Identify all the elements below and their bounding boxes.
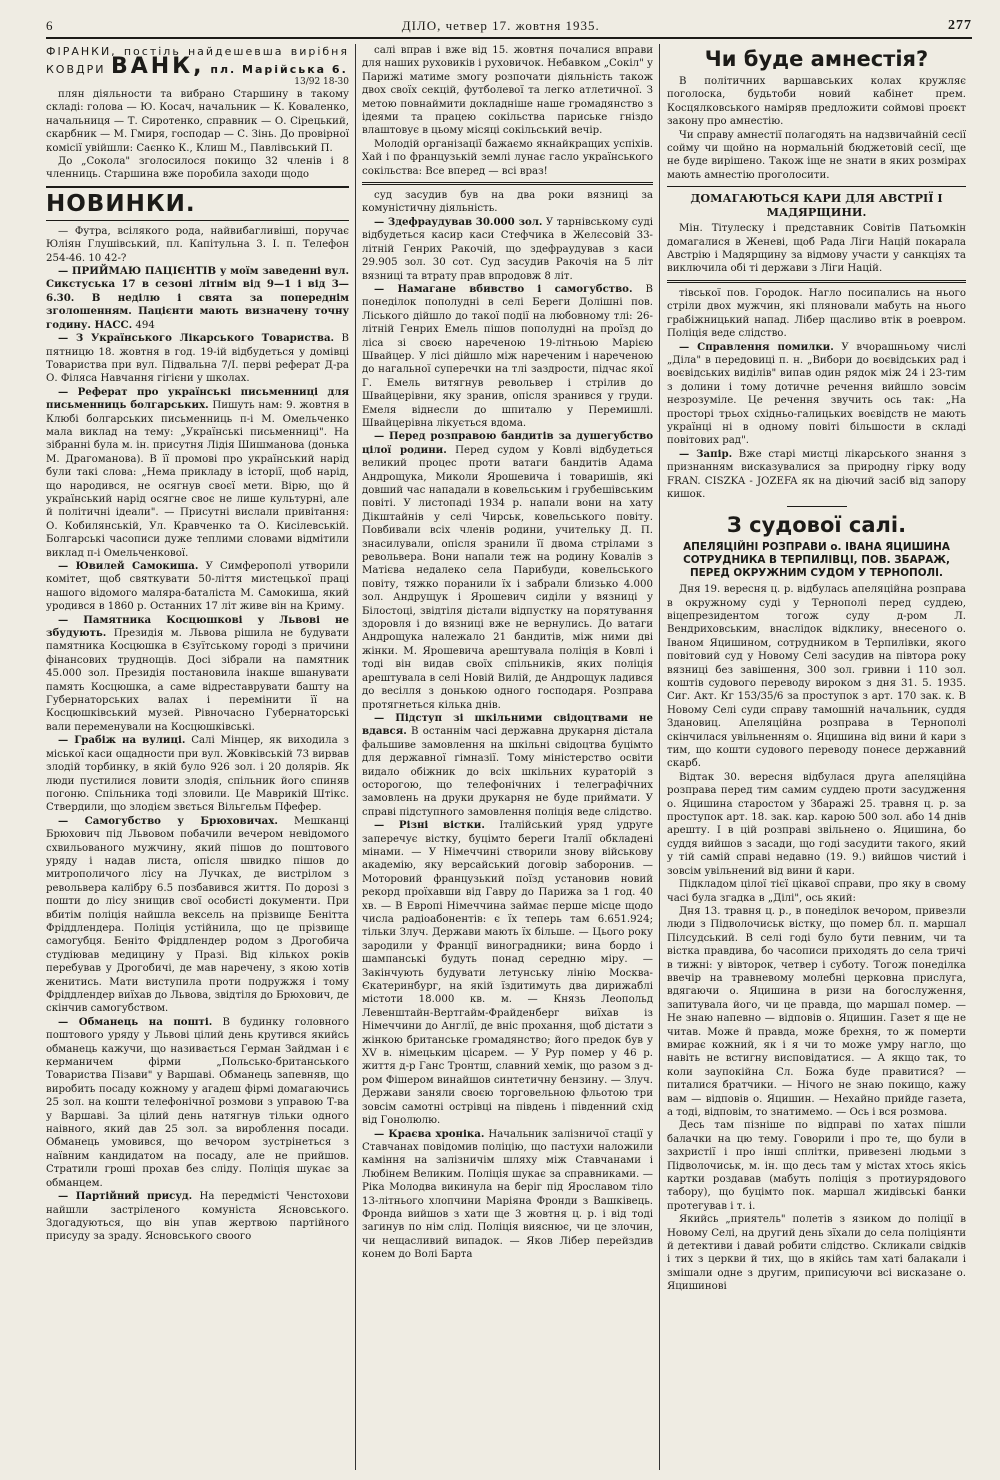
news-text: В понеділок пополудні в селі Береги Долішні пов. Ліського дійшло до такої події на любовному тлі: 26-літній Генрих Емель пішов пополудні на проїзд до ліса зі своєю нареченою 19-літньою Марією Швайцер. У лісі дійшло між нареченим і нареченою до нагальної суперечки на тлі заздрости, підчас якої Г. Емель витягнув револьвер і стрілив до Швайцерівни, яку зранив, опісля зранився у груди. Емеля віднесли до шпиталю у Перемишлі. Швайцерівна лікується вдома. bbox=[362, 283, 653, 429]
news-paragraph bbox=[46, 386, 349, 560]
news-text: Пишуть нам: 9. жовтня в Клюбі болгарських письменниць п-і М. Омельченко мала виклад на тему: „Українські письменниці". На зібранні була м. ін. присутня Лідія Шишманова (донька М. Драгоманова). В її промові про український нарід були такі слова: „Нема прикладу в історії, щоб нарід, що народився, не осягнув своєї мети. Вірю, що й український нарід осягне своє не лише культурні, але й політичні ідеали". — Присутні вислали привітання: О. Кобилянській, Ул. Кравченко та О. Кисілевській. Болгарські часописи дуже теплими словами відмітили виклад п-і Омельченкової. bbox=[46, 400, 349, 559]
news-paragraph bbox=[362, 216, 653, 283]
news-text: В політичних варшавських колах кружляє поголоска, будьтоби новий кабінет прем. Косцялковського наміряв предложити соймові проєкт закону про амнестію. bbox=[667, 76, 966, 128]
news-paragraph bbox=[46, 734, 349, 814]
news-text: До „Сокола" зголосилося покищо 32 членів і 8 членниць. Старшина вже поробила заходи щодо bbox=[46, 156, 349, 181]
column-middle bbox=[356, 44, 660, 1470]
news-paragraph bbox=[362, 44, 653, 138]
news-text: У вчорашньому числі „Діла" в передовиці п. н. „Вибори до воєвідських рад і воєвідських виділів" випав один рядок між 24 і 23-тим з долини і тому дотичне речення вийшло зовсім незрозуміле. Це речення звучить ось так: „На просторі трьох східньо-галицьких воєвідств не мають українці ні в одному повіті більшости в складі повітових рад". bbox=[667, 341, 966, 447]
news-lead: — Здефраудував 30.000 зол. bbox=[374, 215, 543, 228]
news-text: Чи справу амнестії полагодять на надзвичайній сесії сойму чи щойно на нормальній бюджетовій сесії, ще не буде вирішено. Також іще не знати в яких розмірах мають амнестію проголосити. bbox=[667, 129, 966, 181]
news-paragraph bbox=[46, 155, 349, 182]
news-lead: — Різні вістки. bbox=[374, 819, 485, 832]
news-lead: — Запір. bbox=[679, 447, 733, 460]
news-paragraph bbox=[362, 138, 653, 178]
news-paragraph bbox=[667, 222, 966, 276]
news-paragraph bbox=[667, 448, 966, 502]
section-heading: НОВИНКИ. bbox=[46, 186, 349, 221]
news-text: — Футра, всілякого рода, найвибагливіші, поручає Юліян Глушівський, пл. Капітульна 3. І. п. Телефон 254-46. 10 42-? bbox=[46, 225, 349, 264]
news-text: Салі Мінцер, як виходила з міської каси ощадности при вул. Жовківській 73 вирвав злодій торбинку, в якій було 926 зол. і 20 долярів. Як люди пустилися ловити злодія, спільник його спиняв погоню. Спільника тоді зловили. Це Маврикій Штікс. Ствердили, що злодієм звється Вільгельм Пфефер. bbox=[46, 735, 349, 814]
news-lead: — Памятника Косцюшкові у Львові не збудують. bbox=[46, 613, 349, 640]
column-right bbox=[660, 44, 966, 1470]
news-paragraph bbox=[667, 287, 966, 341]
news-lead: — Справлення помилки. bbox=[679, 340, 834, 353]
page-number: 6 bbox=[46, 18, 54, 33]
news-text: Дня 13. травня ц. р., в понеділок вечором, привезли люди з Підволочиськ вістку, що помер бл. п. маршал Пілсудський. В селі годі було бути певним, чи та вістка правдива, бо часописи приходять до села тричі в тижні: у вівторок, четвер і суботу. Тогож понеділка ввечір на травневому молебні церковна прислуга, вдягаючи о. Яцишина в ризи на богослуження, запитувала його, чи це правда, що маршал помер. — Не знаю напевно — відповів о. Яцишин. Газет я ще не читав. Може й правда, може брехня, то ж померти вмирає кожний, як і я чи то може умру нагло, що навіть не встигну висповідатися. — А якщо так, то коли заупокійна Сл. Божа буде правитися? — питалися братчики. — Нічого не знаю покищо, кажу вам — відповів о. Яцишин. — Нехайно прийде газета, а тоді, відповім, то знатимемо. — Ось і вся розмова. bbox=[667, 905, 966, 1118]
newspaper-title-date: ДІЛО, четвер 17. жовтня 1935. bbox=[401, 18, 600, 33]
divider-rule bbox=[787, 506, 847, 507]
news-paragraph bbox=[667, 878, 966, 905]
news-paragraph bbox=[46, 1016, 349, 1190]
news-text: Начальник залізничої стації у Ставчанах повідомив поліцію, що пастухи наложили каміння на залізничім шляху між Ставчанами і Любінем Великим. Поліція шукає за справниками. — Ріка Молодва викинула на беріг під Ярославом тіло 13-літнього хлопчини Маріяна Фронди з Вашківець. Фронда вийшов з хати ще 3 жовтня ц. р. і від тоді загинув по нім слід. Поліція вияснює, чи це злочин, чи нещасливий випадок. — Яков Лібер перейздив конем до Волі Барта bbox=[362, 1128, 653, 1261]
news-text: Дня 19. вересня ц. р. відбулась апеляційна розправа в окружному суді у Тернополі перед суддею, віцепрезидентом тогож суду д-ром Л. Вендриховським, внаслідок відклику, внесеного о. Іваном Яцишином, сотрудником в Терпилівки, якого повітовий суд у Новому Селі засудив на півтора року вязниці без завішення, 300 зол. гривни і 110 зол. коштів судового переводу вироком з дня 31. 5. 1935. Сиг. Акт. Кг 153/35/6 за проступок з арт. 170 зак. к. В Новому Селі суди справу тамошній начальник, суддя Здановиц. Апеляційна розправа в Тернополі скінчилася увільненням о. Яцишина від вини й кари з тим, що кошти судового переводу понесе державний скарб. bbox=[667, 584, 966, 770]
article-headline: Чи буде амнестія? bbox=[704, 47, 929, 71]
news-text: Молодій організації бажаємо якнайкращих успіхів. Хай і по французькій землі лунає гасло українського сокільства: Все вперед — всі враз! bbox=[362, 138, 653, 177]
news-text: салі вправ і вже від 15. жовтня почалися вправи для наших руховиків і руховичок. Небавком „Сокіл" у Парижі матиме змогу розпочати діяльність також двох своїх секцій, футболевої та легко атлетичної. З метою повнаймити докладніше наше громадянство з ідеями та працею сокільства париське гніздо влаштовує в цьому місяці сокільський вечір. bbox=[362, 45, 653, 137]
news-paragraph bbox=[362, 283, 653, 430]
news-lead: — Підступ зі шкільними свідоцтвами не вдався. bbox=[362, 711, 653, 738]
news-text: тівської пов. Городок. Нагло посипались на нього стріли двох мужчин, які пляновали мабуть на нього грабіжницький напад. Лібер щасливо втік в роевром. Поліція веде слідство. bbox=[667, 287, 966, 340]
news-paragraph bbox=[667, 771, 966, 878]
news-paragraph bbox=[46, 560, 349, 614]
news-paragraph bbox=[667, 905, 966, 1120]
news-paragraph bbox=[362, 189, 653, 216]
news-text: Якийсь „приятель" полетів з язиком до поліції в Новому Селі, на другий день зїхали до села поліціянти й детективи і давай робити слідство. Скликали свідків і тих з церкви й тих, що в якійсь там хаті балакали і змішали одне з другим, приписуючи всі висказане о. Яцишинові bbox=[667, 1214, 966, 1293]
ad-code: 13/92 18-30 bbox=[294, 77, 349, 87]
news-paragraph bbox=[46, 1190, 349, 1244]
columns bbox=[46, 44, 972, 1470]
news-text: суд засудив був на два роки вязниці за комуністичну діяльність. bbox=[362, 190, 653, 215]
news-lead: — З Українського Лікарського Товариства. bbox=[58, 332, 335, 345]
news-text: На передмісті Ченстохови найшли застріленого комуніста Ясновського. Здогадуються, що він упав жертвою партійного присуду за зраду. Ясновського своого bbox=[46, 1191, 350, 1243]
news-lead: — Самогубство у Брюховичах. bbox=[58, 814, 278, 827]
news-lead: — Намагане вбивство і самогубство. bbox=[374, 282, 633, 295]
advertisement bbox=[46, 44, 349, 77]
news-text: У тарнівському суді відбудеться касир каси Стефчика в Желєсовій 33-літній Генрих Ракочій, що здефраудував з каси 29.905 зол. 30 сот. Суд засудив Ракочія на 5 літ вязниці та втрату прав впродовж 8 літ. bbox=[362, 216, 653, 282]
news-paragraph bbox=[667, 583, 966, 771]
issue-number: 277 bbox=[948, 18, 972, 33]
news-lead: — Грабіж на вулиці. bbox=[58, 734, 186, 747]
news-text: Вже старі мистці лікарського знання з признанням висказувалися за природну гірку воду FRAN. CISZKA - JOZEFA як на діючий засіб від запору кишок. bbox=[667, 448, 966, 500]
news-text: В останнім часі державна друкарня дістала фальшиве замовлення на шкільні свідоцтва буцімто для державної гімназії. Тому міністерство освіти видало обіжник до всіх шкільних кураторій з осторогою, що телефонічних і телеграфічних замовлень на друки друкарня не буде приймати. У справі підступного замовлення поліція веде слідство. bbox=[362, 726, 653, 818]
news-lead: — Краєва хроніка. bbox=[374, 1127, 485, 1140]
news-lead: — Ювилей Самокиша. bbox=[58, 560, 199, 572]
news-text: Десь там пізніше по відправі по хатах пішли балачки на цю тему. Говорили і про те, що були в захристії і про інші сплітки, привезені людьми з Підволочиськ, м. ін. що десь там у містах хтось якісь картки роздавав (мабуть поліція з протиурядового табору), що буцімто пок. маршал жидівські банки протегував і т. і. bbox=[667, 1120, 966, 1212]
news-text: В пятницю 18. жовтня в год. 19-ій відбудеться у домівці Товариства при вул. Підвальна 7/І. перві реферат Д-ра О. Філяса Навчання гігієни у школах. bbox=[46, 333, 349, 385]
news-text: плян діяльности та вибрано Старшину в такому складі: голова — Ю. Косач, начальник — К. Коваленко, начальниця — Т. Сиротенко, справник — О. Сірецький, скарбник — М. Гмиря, господар — С. Зінь. До провірної комісії увійшли: Саєнко К., Клиш М., Павлівський П. bbox=[46, 89, 349, 154]
news-paragraph bbox=[667, 341, 966, 448]
news-paragraph bbox=[46, 265, 349, 332]
news-lead: — Обманець на пошті. bbox=[58, 1015, 213, 1028]
news-paragraph bbox=[362, 712, 653, 819]
news-paragraph bbox=[46, 225, 349, 265]
ad-address: пл. Марійська 6. bbox=[204, 63, 348, 76]
news-text: 494 bbox=[132, 319, 155, 331]
news-text: Підкладом цілої тієї цікавої справи, про яку в свому часі була згадка в „Ділі", ось який: bbox=[667, 879, 966, 904]
news-lead: — Партійний присуд. bbox=[58, 1190, 193, 1203]
divider-rule bbox=[667, 186, 966, 187]
news-text: Мешканці Брюхович під Львовом побачили вечером невідомого схвильованого мужчину, який пішов до поштового уряду і надав листа, опісля швидко пішов до митрополичого лісу на Лучках, де вистрілом з револьвера калібру 6.5 позбавився життя. По дорозі з пошти до лісу знищив свої особисті документи. При вбитім поліція найшла вексель на прізвище Бенітта Фріддлендера. Поліція устійнила, що це прізвище самогубця. Беніто Фріддлендер родом з Дрогобича студіював медицину у Празі. Від кількох років перебував у Дрогобичі, де мав наречену, з якою хотів женитись. Мати виступила проти подружжя і тому Фріддлендер виїхав до Львова, звідтіля до Брюхович, де скінчив самогубством. bbox=[46, 815, 350, 1015]
news-text: Італійський уряд удруге заперечує вістку, буцімто береги Італії обкладені мінами. — У Німеччині створили знову військову академію, яку версайський договір заборонив. — Моторовий французький поїзд установив новий рекорд проїхавши від Гавру до Парижа за 1 год. 40 хв. — В Европі Німеччина займає перше місце щодо числа радіоабонентів: є їх теперь там 6.651.924; тільки Злуч. Держави мають їх більше. — Цього року зародили у Франції виноградники; вина бордо і шампанські будуть понад середню міру. — Закінчують будувати летунську лінію Москва-Єкатеринбург, на якій їздитимуть два дирижаблі містоти 18.000 кв. м. — Князь Леопольд Левенштайн-Вертгайм-Фрайденберг виїхав із Німеччини до Англії, де вніс прохання, щоб дістати з жінкою британське громадянство; його предок був у XV в. німецьким цісарем. — У Рур помер у 46 р. життя д-р Ганс Тронтш, славний хемік, що разом з д-ром Фішером винайшов синтетичну бензину. — Злуч. Держави заняли своєю торговельною фльотою три зовсім самотні острівці на південь і південний схід від Гонолюлю. bbox=[362, 820, 653, 1127]
news-paragraph bbox=[667, 1213, 966, 1293]
divider-double-rule bbox=[667, 280, 966, 283]
news-lead: — Перед розправою бандитів за душегубство цілої родини. bbox=[362, 430, 653, 456]
article-subheadline: АПЕЛЯЦІЙНІ РОЗПРАВИ о. ІВАНА ЯЦИШИНА СОТРУДНИКА В ТЕРПИЛІВЦІ, ПОВ. ЗБАРАЖ, ПЕРЕД ОКРУЖНИМ СУДОМ У ТЕРНОПОЛІ. bbox=[683, 541, 950, 579]
news-text: Відтак 30. вересня відбулася друга апеляційна розправа перед тим самим суддею проти засудження о. Яцишина старостом у Збаражі 25. травня ц. р. за проступок арт. 18. зак. кар. карою 500 зол. або 14 днів арешту. І в цій розправі звільнено о. Яцишина, бо суддя вийшов з засади, що годі засудити такого, який у тій самій справі недавно (19. 9.) вийшов чистий і зовсім увільнений від вини й кари. bbox=[667, 771, 966, 877]
article-headline: З судової салі. bbox=[726, 513, 907, 538]
article-headline: ДОМАГАЮТЬСЯ КАРИ ДЛЯ АВСТРІЇ І МАДЯРЩИНИ. bbox=[690, 191, 943, 219]
masthead bbox=[46, 14, 972, 39]
divider-double-rule bbox=[362, 182, 653, 185]
news-text: Президія м. Львова рішила не будувати памятника Косцюшка в Єзуїтському городі з причини фінансових труднощів. Досі зібрали на памятник 45.000 зол. Президія постановила інакше вшанувати память Косцюшка, а саме відреставрувати башту на Губернаторських валах і перемінити її на Косцюшківський музей. Рівночасно Губернаторські вали переменували на Косцюшківські. bbox=[46, 628, 349, 733]
news-text: В будинку головного поштового уряду у Львові цілий день крутився якийсь обманець кажучи, що називається Герман Зайдман і є керманичем фірми „Польсько-британського Товариства Пізави" у Варшаві. Обманець запевняв, що виробить посаду кожному у агадеш фірмі домагаючись 25 зол. на кошти телефонічної розмови з управою Т-ва у Варшаві. За цілий день натягнув тільки одного наівного, який дав 25 зол. за вироблення посади. Обманець умовився, що вечором зустрінеться з наївним кандидатом на посаду, але не прийшов. Стратили гроші прохав без сліду. Поліція шукає за обманцем. bbox=[46, 1016, 349, 1189]
news-paragraph bbox=[46, 815, 349, 1016]
column-left bbox=[46, 44, 356, 1470]
ad-brand: ВАНК, bbox=[110, 54, 205, 79]
news-paragraph bbox=[362, 1128, 653, 1262]
news-paragraph bbox=[667, 1119, 966, 1213]
news-text: У Симферополі утворили комітет, щоб святкувати 50-ліття мистецької праці нашого відомого маляра-баталіста М. Самокиша, який уродився в 1860 р. Останних 17 літ живе він на Криму. bbox=[46, 561, 349, 613]
news-paragraph bbox=[362, 819, 653, 1127]
news-paragraph bbox=[46, 332, 349, 386]
news-paragraph bbox=[667, 75, 966, 129]
news-text: Мін. Тітулеску і представник Совітів Патьомкін домагалися в Женеві, щоб Рада Ліги Націй покарала Австрію і Мадярщину за відмову участи у санкціях та виключила обі ті держави з Ліги Націй. bbox=[667, 223, 966, 275]
news-paragraph bbox=[667, 129, 966, 183]
news-lead: — Реферат про українські письменниці для письменниць болгарських. bbox=[46, 385, 349, 412]
news-paragraph bbox=[46, 88, 349, 155]
news-text: Перед судом у Ковлі відбудеться великий процес проти ватаги бандитів Адама Андрощука, Миколи Ярошевича і товаришів, які довший час нападали в ковельським і грубешівським повіті. У листопаді 1934 р. напали вони на хату Дікштайнів у селі Чирськ, ковельського повіту. Повбивали всіх членів родини, учительку Д. П. знасилували, опісля зранили її двома стрілами з револьвера. Вони напали теж на родину Ковалів з Матієва недалеко села Парибуди, ковельського повіту, тяжко поранили їх і забрали близько 4.000 зол. Андрущук і Ярошевич сиділи у вязниці у Білостоці, звідтіля дістали відпустку на порятування здоровля і до вязниці вже не вернулись. До ватаги Андрощука належало 21 бандитів, між ними дві жінки. М. Ярошевича арештувала поліція в Ковлі і тоді він видав своїх спільників, яких поліція арештувала в селі Новій Вилій, де Андрощук ладився до весілля з донькою одного господаря. Розправа протягнеться кілька днів. bbox=[362, 444, 653, 711]
news-paragraph bbox=[46, 614, 349, 735]
news-paragraph bbox=[362, 430, 653, 712]
news-lead: — ПРИЙМАЮ ПАЦІЄНТІВ у моїм заведенні вул. Сикстуська 17 в сезоні літнім від 9—1 і від 3—6.30. В неділю і свята за попереднім зголошенням. Пацієнти мають визначену точну годину. НАСС. bbox=[46, 265, 349, 331]
ad-text: ФІРАНКИ, постіль найдешевша вирібня КОВДРИ bbox=[46, 45, 349, 76]
